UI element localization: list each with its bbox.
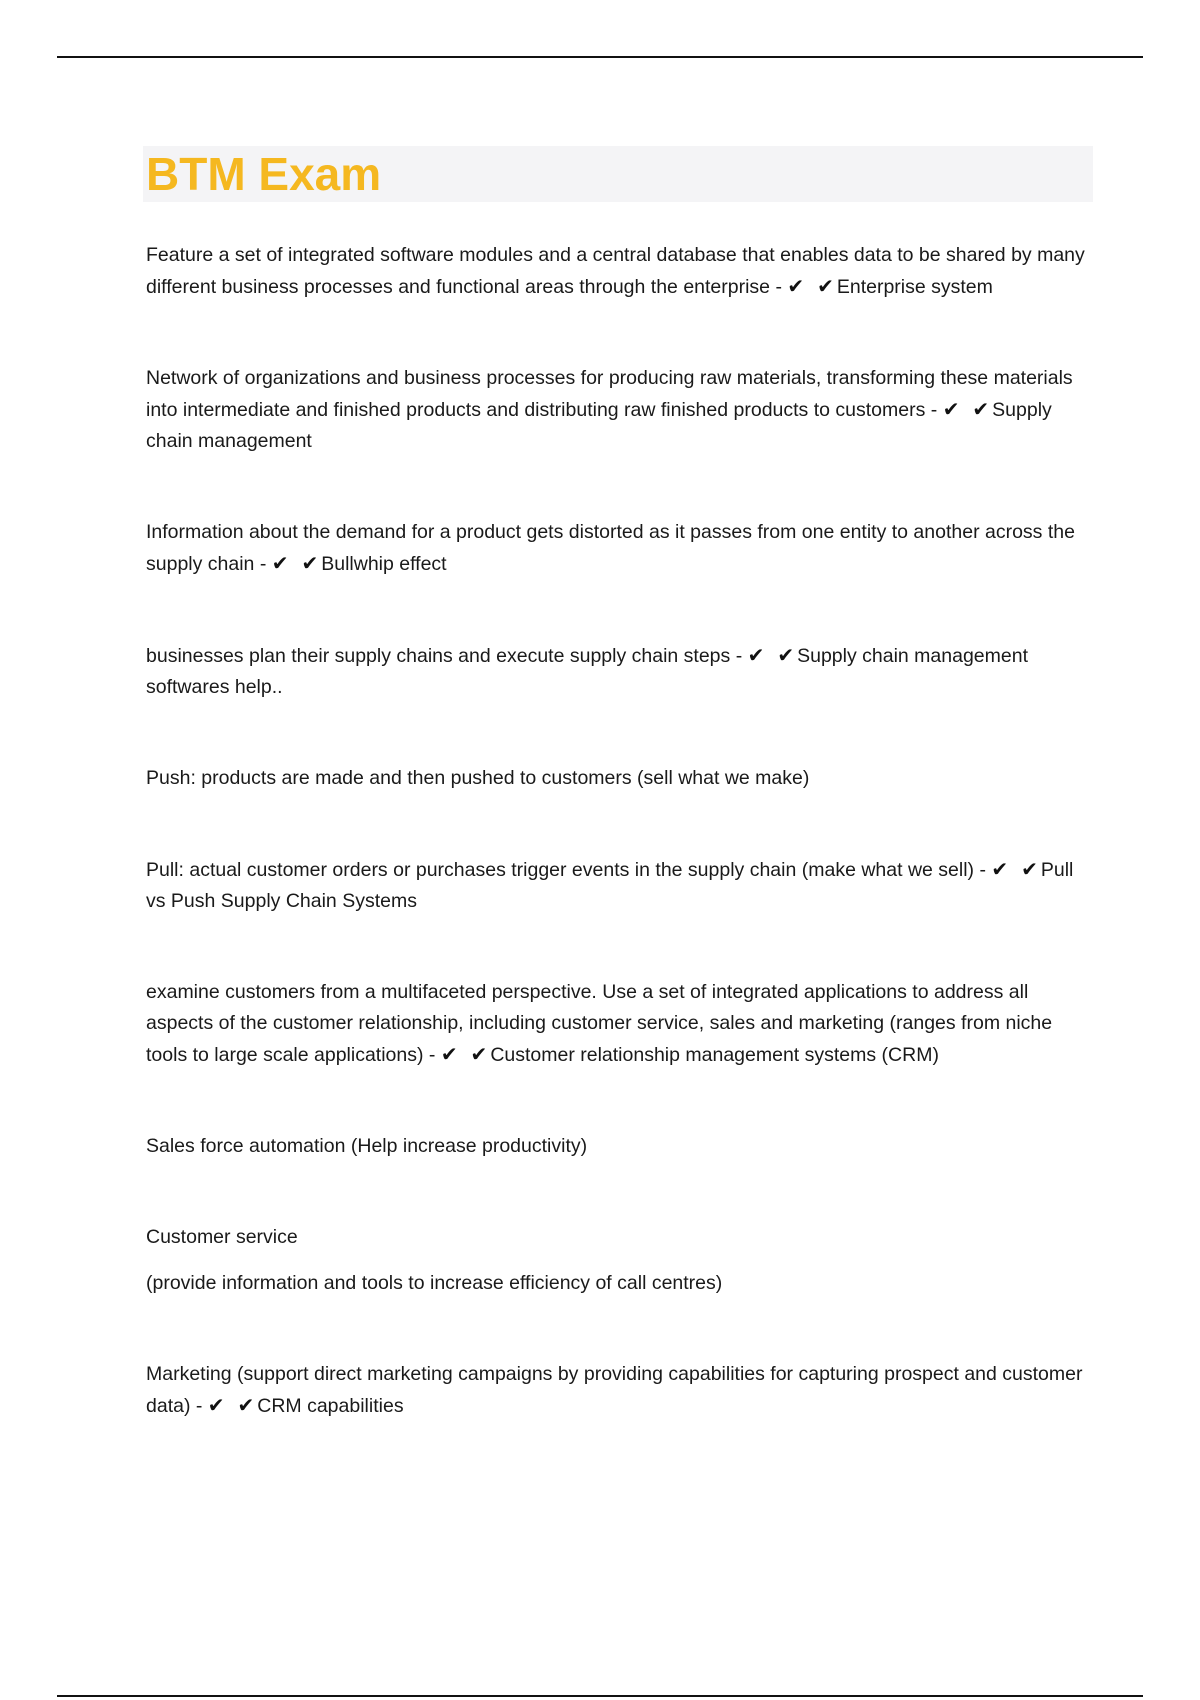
entry-question: Feature a set of integrated software modules and a central database that enables data to be shared by many different business processes and functional areas through the enterprise - <box>146 244 1085 298</box>
page-title: BTM Exam <box>146 148 382 200</box>
entry-question: Marketing (support direct marketing campaigns by providing capabilities for capturing prospect and customer data) - <box>146 1363 1083 1417</box>
flashcard-entry <box>146 1359 1091 1422</box>
double-check-icon: ✔ ✔ <box>271 551 322 575</box>
flashcard-entry <box>146 977 1091 1071</box>
entry-answer: Customer relationship management systems (CRM) <box>490 1044 939 1066</box>
entry-answer: CRM capabilities <box>257 1395 404 1417</box>
entry-question: businesses plan their supply chains and execute supply chain steps - <box>146 645 748 667</box>
flashcard-entry <box>146 1222 1091 1299</box>
flashcard-entry <box>146 763 1091 794</box>
entry-question: examine customers from a multifaceted perspective. Use a set of integrated applications to address all aspects of the customer relationship, including customer service, sales and marketing (ranges from niche tools to large scale applications) - <box>146 981 1053 1066</box>
flashcard-entry <box>146 1131 1091 1162</box>
double-check-icon: ✔ ✔ <box>991 857 1041 881</box>
flashcard-list <box>146 240 1091 1482</box>
entry-text: Push: products are made and then pushed to customers (sell what we make) <box>146 767 810 789</box>
double-check-icon: ✔ ✔ <box>440 1042 491 1066</box>
entry-question: Network of organizations and business processes for producing raw materials, transforming these materials into intermediate and finished products and distributing raw finished products to customers - <box>146 367 1073 421</box>
entry-text: Sales force automation (Help increase productivity) <box>146 1135 588 1157</box>
entry-answer: Bullwhip effect <box>321 553 447 575</box>
flashcard-entry <box>146 363 1091 457</box>
double-check-icon: ✔ ✔ <box>787 274 837 298</box>
double-check-icon: ✔ ✔ <box>942 397 993 421</box>
flashcard-entry <box>146 240 1091 303</box>
flashcard-entry <box>146 517 1091 580</box>
entry-line: Customer service <box>146 1226 298 1248</box>
entry-question: Information about the demand for a product gets distorted as it passes from one entity to another across the supply chain - <box>146 521 1075 575</box>
entry-answer: Pull vs Push Supply Chain Systems <box>146 859 1074 912</box>
top-rule <box>57 56 1143 58</box>
flashcard-entry <box>146 640 1091 703</box>
double-check-icon: ✔ ✔ <box>207 1393 258 1417</box>
entry-line: (provide information and tools to increase efficiency of call centres) <box>146 1272 723 1294</box>
flashcard-entry <box>146 854 1091 917</box>
entry-answer: Enterprise system <box>836 276 993 298</box>
double-check-icon: ✔ ✔ <box>747 643 798 667</box>
entry-answer: Supply chain management softwares help.. <box>146 645 1028 698</box>
entry-answer: Supply chain management <box>146 399 1052 452</box>
bottom-rule <box>57 1695 1143 1697</box>
entry-question: Pull: actual customer orders or purchases trigger events in the supply chain (make what we sell) - <box>146 859 992 881</box>
